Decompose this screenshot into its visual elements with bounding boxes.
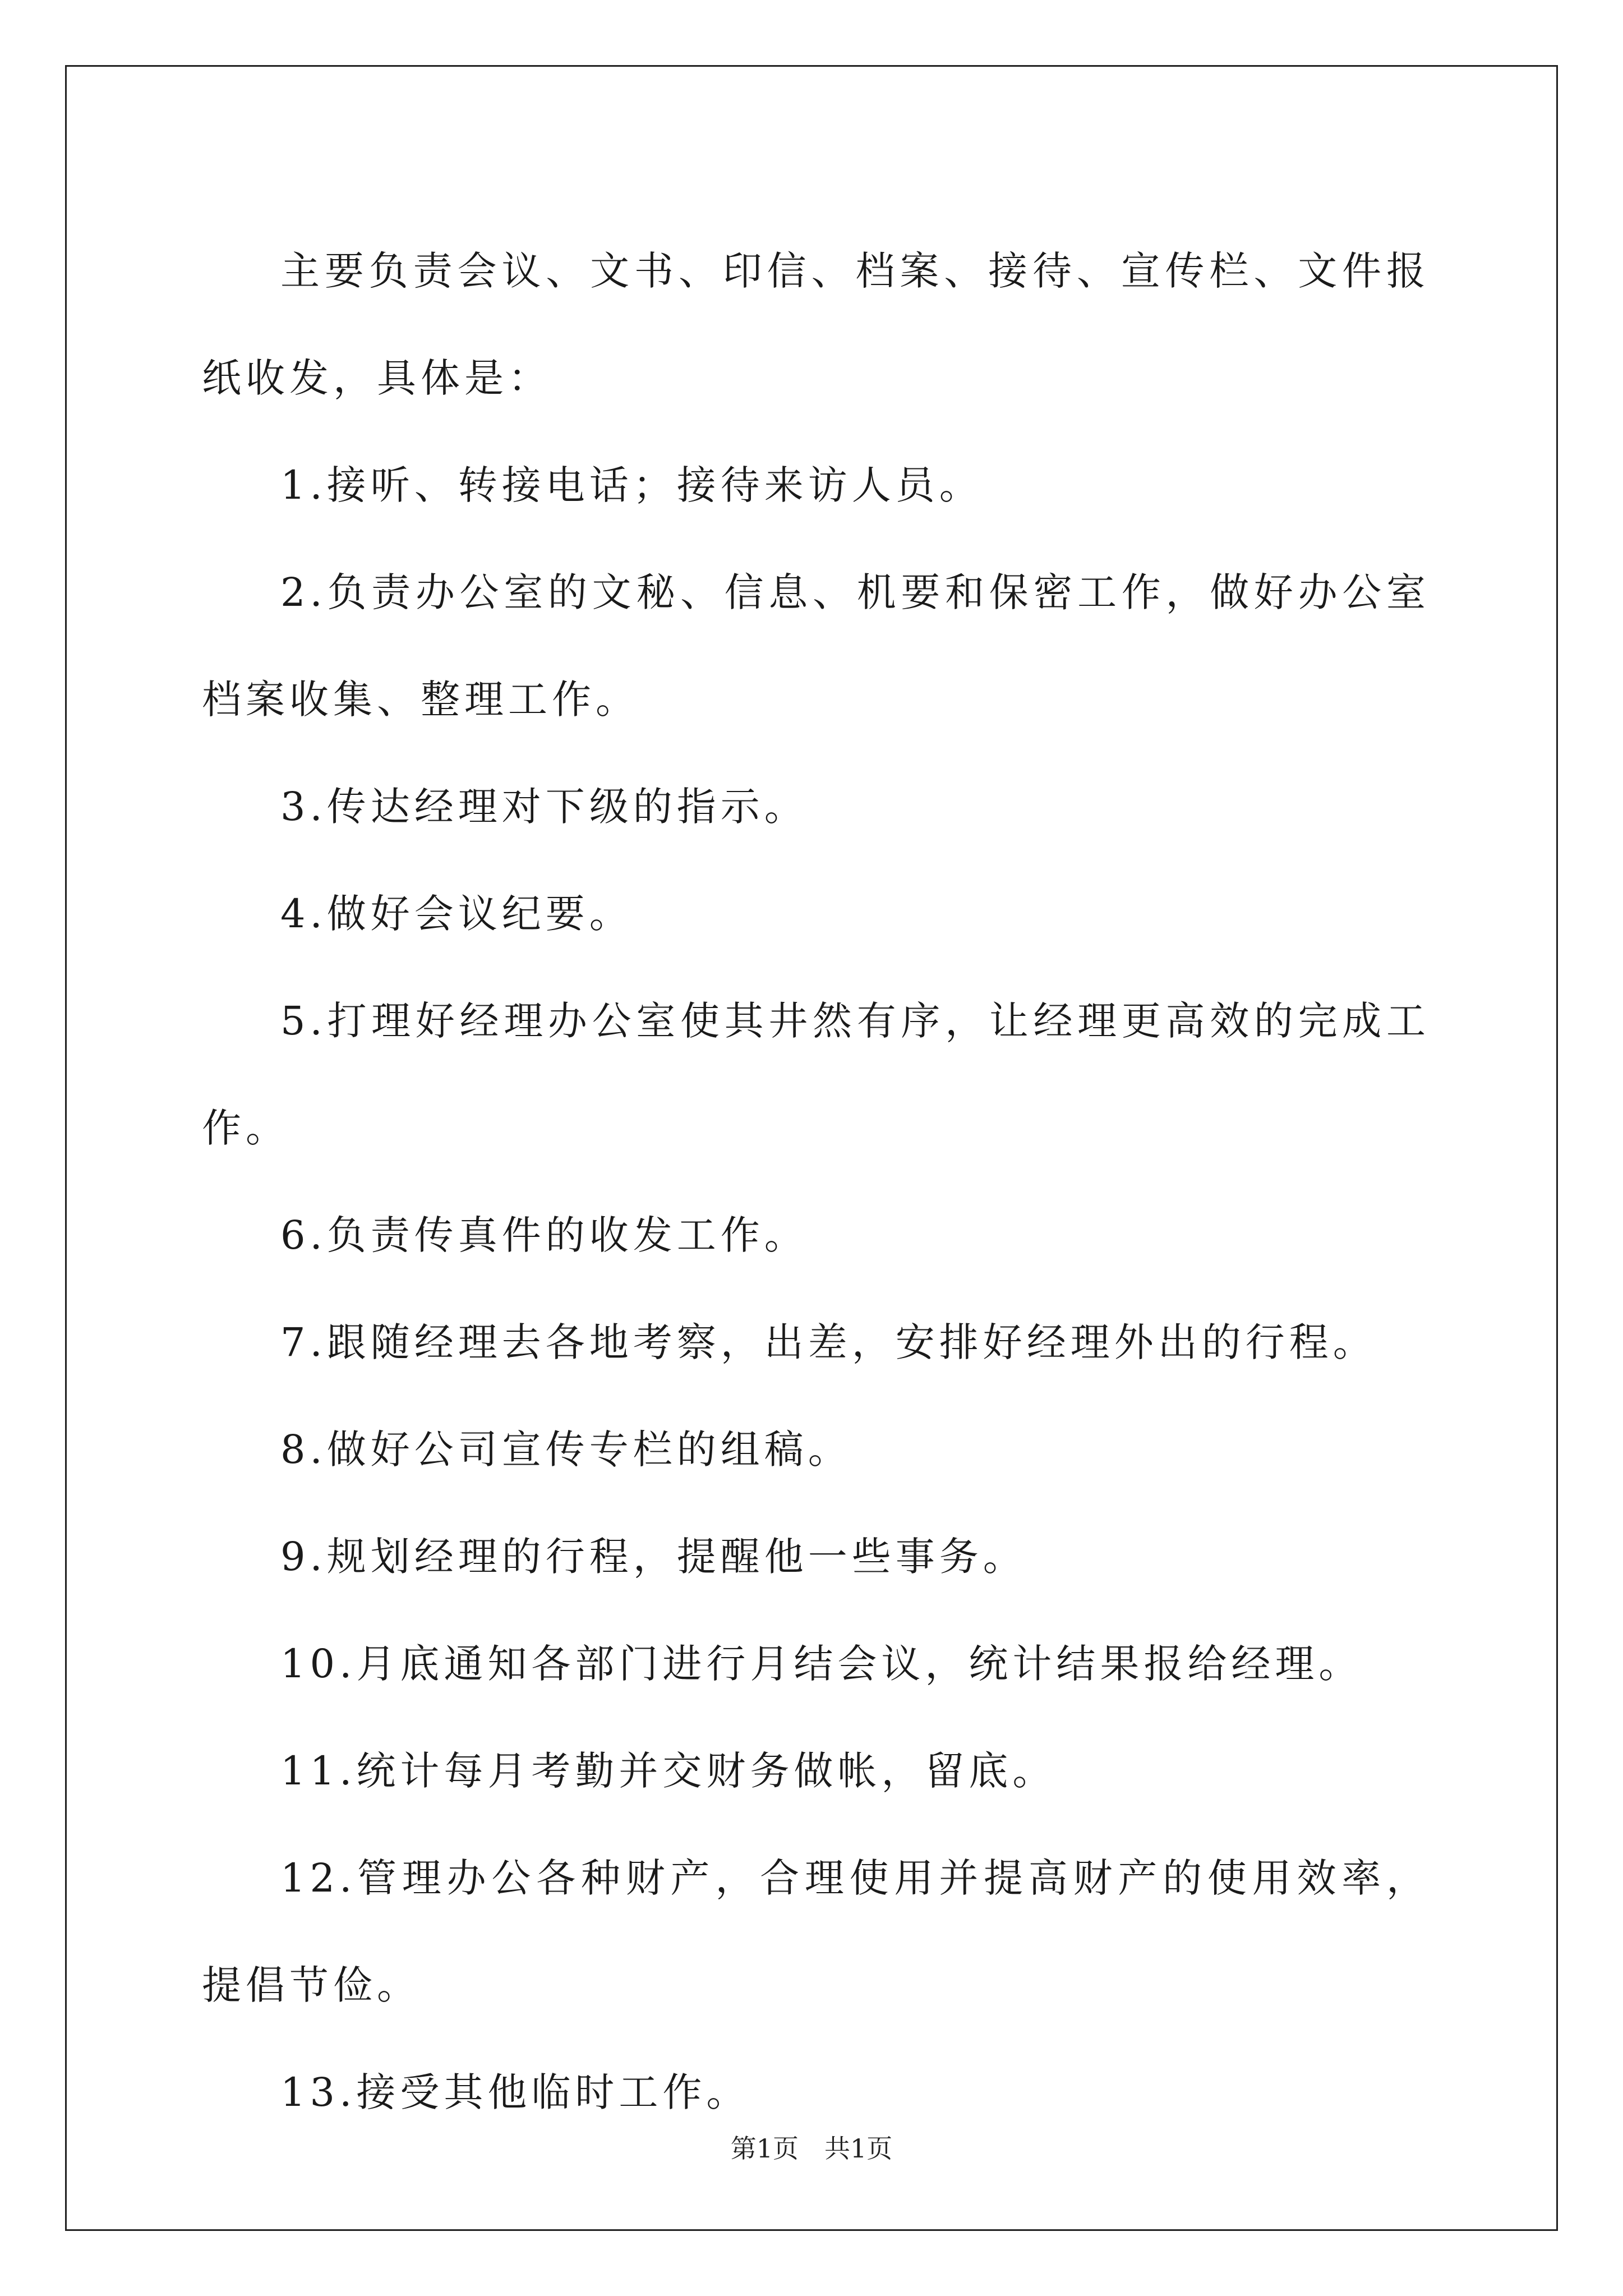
list-item: 12.管理办公各种财产，合理使用并提高财产的使用效率，提倡节俭。 (202, 1855, 1430, 2008)
list-item: 1.接听、转接电话；接待来访人员。 (280, 462, 983, 508)
document-body (202, 218, 1430, 2146)
list-item: 13.接受其他临时工作。 (280, 2069, 750, 2115)
list-item: 4.做好会议纪要。 (280, 891, 633, 937)
page-number-footer: 第1页 共1页 (730, 2133, 893, 2164)
intro-paragraph: 主要负责会议、文书、印信、档案、接待、宣传栏、文件报纸收发，具体是： (202, 248, 1430, 401)
list-item: 6.负责传真件的收发工作。 (280, 1212, 808, 1258)
list-item: 9.规划经理的行程，提醒他一些事务。 (280, 1534, 1027, 1580)
list-item: 3.传达经理对下级的指示。 (280, 784, 808, 830)
list-item: 10.月底通知各部门进行月结会议，统计结果报给经理。 (280, 1641, 1363, 1687)
list-item: 11.统计每月考勤并交财务做帐，留底。 (280, 1748, 1057, 1794)
list-item: 5.打理好经理办公室使其井然有序，让经理更高效的完成工作。 (202, 998, 1430, 1151)
list-item: 8.做好公司宣传专栏的组稿。 (280, 1427, 852, 1473)
list-item: 7.跟随经理去各地考察，出差，安排好经理外出的行程。 (280, 1319, 1377, 1365)
list-item: 2.负责办公室的文秘、信息、机要和保密工作，做好办公室档案收集、整理工作。 (202, 569, 1430, 723)
